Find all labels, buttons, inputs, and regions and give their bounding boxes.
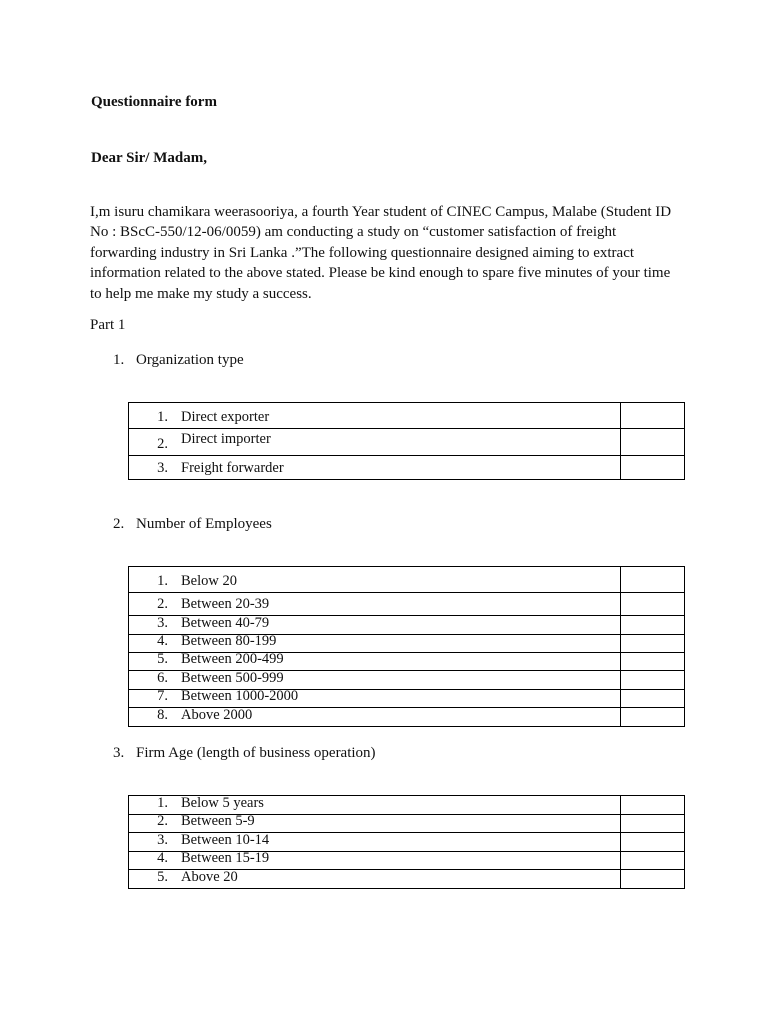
table-row: [129, 690, 684, 708]
options-table-organization-type: [128, 402, 685, 480]
option-label: Between 500-999: [181, 670, 284, 686]
table-row: [129, 852, 684, 870]
answer-cell[interactable]: [620, 616, 621, 634]
question-text: Organization type: [136, 352, 244, 368]
option-number: 1.: [157, 409, 168, 425]
table-row: [129, 870, 684, 889]
intro-line: to help me make my study a success.: [90, 285, 312, 302]
question-number: 2.: [113, 516, 125, 532]
option-number: 5.: [157, 651, 168, 667]
options-table-number-of-employees: [128, 566, 685, 727]
option-number: 4.: [157, 850, 168, 866]
option-label: Above 20: [181, 869, 238, 885]
answer-cell[interactable]: [620, 708, 621, 726]
intro-line: No : BScC-550/12-06/0059) am conducting a study on “customer satisfaction of freight: [90, 224, 617, 241]
answer-cell[interactable]: [620, 456, 621, 479]
greeting: Dear Sir/ Madam,: [91, 150, 207, 166]
intro-paragraph: [90, 202, 690, 304]
table-row: [129, 429, 684, 456]
question-number: 1.: [113, 352, 125, 368]
part-label: Part 1: [90, 317, 126, 333]
option-label: Between 1000-2000: [181, 688, 299, 704]
question-text: Number of Employees: [136, 516, 272, 532]
table-row: [129, 815, 684, 833]
intro-line: forwarding industry in Sri Lanka .”The following questionnaire designed aiming to extract: [90, 244, 635, 261]
option-number: 2.: [157, 596, 168, 612]
table-row: [129, 593, 684, 616]
option-number: 3.: [157, 615, 168, 631]
answer-cell[interactable]: [620, 796, 621, 814]
intro-line: I,m isuru chamikara weerasooriya, a fourth Year student of CINEC Campus, Malabe (Student ID: [90, 204, 672, 220]
option-label: Freight forwarder: [181, 460, 284, 476]
answer-cell[interactable]: [620, 671, 621, 689]
option-number: 8.: [157, 707, 168, 723]
question-text: Firm Age (length of business operation): [136, 745, 376, 761]
option-label: Between 5-9: [181, 813, 255, 829]
option-number: 2.: [157, 813, 168, 829]
option-label: Between 15-19: [181, 850, 270, 866]
table-row: [129, 653, 684, 671]
option-label: Direct exporter: [181, 409, 270, 425]
option-label: Between 40-79: [181, 615, 270, 631]
option-label: Below 5 years: [181, 795, 264, 811]
option-label: Above 2000: [181, 707, 253, 723]
answer-cell[interactable]: [620, 403, 621, 428]
option-number: 1.: [157, 573, 168, 589]
option-number: 7.: [157, 688, 168, 704]
option-label: Below 20: [181, 573, 237, 589]
answer-cell[interactable]: [620, 815, 621, 832]
answer-cell[interactable]: [620, 567, 621, 592]
option-label: Between 20-39: [181, 596, 270, 612]
option-number: 6.: [157, 670, 168, 686]
intro-line: information related to the above stated. Please be kind enough to spare five minutes of your time: [90, 265, 671, 282]
option-label: Between 10-14: [181, 832, 270, 848]
question-number: 3.: [113, 745, 125, 761]
option-number: 4.: [157, 633, 168, 649]
page-title: Questionnaire form: [91, 94, 217, 110]
option-number: 3.: [157, 460, 168, 476]
answer-cell[interactable]: [620, 870, 621, 888]
answer-cell[interactable]: [620, 653, 621, 670]
options-table-firm-age: [128, 795, 685, 889]
answer-cell[interactable]: [620, 429, 621, 455]
option-number: 1.: [157, 795, 168, 811]
answer-cell[interactable]: [620, 833, 621, 851]
option-number: 5.: [157, 869, 168, 885]
answer-cell[interactable]: [620, 852, 621, 869]
table-row: [129, 567, 684, 593]
option-label: Between 80-199: [181, 633, 277, 649]
option-label: Between 200-499: [181, 651, 284, 667]
option-label: Direct importer: [181, 431, 271, 447]
answer-cell[interactable]: [620, 635, 621, 652]
option-number: 2.: [157, 436, 168, 452]
answer-cell[interactable]: [620, 690, 621, 707]
option-number: 3.: [157, 832, 168, 848]
answer-cell[interactable]: [620, 593, 621, 615]
table-row: [129, 708, 684, 727]
table-row: [129, 456, 684, 480]
table-row: [129, 403, 684, 429]
